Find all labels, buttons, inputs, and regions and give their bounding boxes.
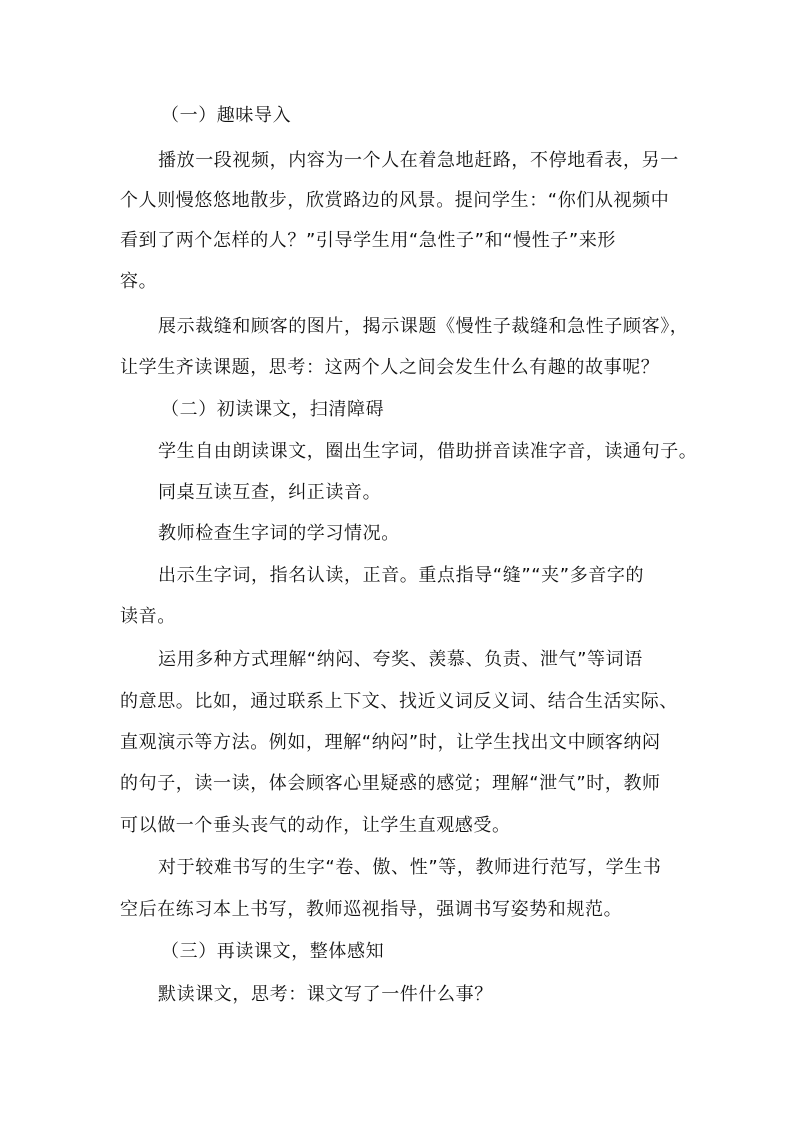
paragraph-line: 默读课文，思考：课文写了一件什么事？ bbox=[158, 984, 493, 1005]
section-heading-2: （二）初读课文，扫清障碍 bbox=[161, 399, 385, 420]
paragraph-line: 的意思。比如，通过联系上下文、找近义词反义词、结合生活实际、 bbox=[120, 691, 678, 712]
paragraph-line: 对于较难书写的生字“卷、傲、性”等，教师进行范写，学生书 bbox=[158, 857, 662, 878]
paragraph-line: 展示裁缝和顾客的图片，揭示课题《慢性子裁缝和急性子顾客》， bbox=[158, 316, 689, 337]
paragraph-line: 看到了两个怎样的人？”引导学生用“急性子”和“慢性子”来形 bbox=[120, 230, 617, 251]
paragraph-line: 读音。 bbox=[120, 606, 176, 627]
paragraph-line: 出示生字词，指名认读，正音。重点指导“缝”“夹”多音字的 bbox=[158, 565, 645, 586]
paragraph-line: 播放一段视频，内容为一个人在着急地赶路，不停地看表，另一 bbox=[158, 150, 679, 171]
paragraph-line: 直观演示等方法。例如，理解“纳闷”时，让学生找出文中顾客纳闷 bbox=[120, 732, 661, 753]
paragraph-line: 可以做一个垂头丧气的动作，让学生直观感受。 bbox=[120, 815, 511, 836]
paragraph-line: 空后在练习本上书写，教师巡视指导，强调书写姿势和规范。 bbox=[120, 899, 623, 920]
paragraph-line: 让学生齐读课题，思考：这两个人之间会发生什么有趣的故事呢？ bbox=[120, 357, 660, 378]
section-heading-1: （一）趣味导入 bbox=[161, 105, 292, 126]
paragraph-line: 的句子，读一读，体会顾客心里疑惑的感觉；理解“泄气”时，教师 bbox=[120, 773, 661, 794]
paragraph-line: 同桌互读互查，纠正读音。 bbox=[158, 482, 382, 503]
paragraph-line: 容。 bbox=[120, 271, 158, 292]
paragraph-line: 教师检查生字词的学习情况。 bbox=[158, 523, 400, 544]
paragraph-line: 运用多种方式理解“纳闷、夸奖、羡慕、负责、泄气”等词语 bbox=[158, 649, 643, 670]
paragraph-line: 学生自由朗读课文，圈出生字词，借助拼音读准字音，读通句子。 bbox=[158, 441, 698, 462]
section-heading-3: （三）再读课文，整体感知 bbox=[161, 941, 385, 962]
paragraph-line: 个人则慢悠悠地散步，欣赏路边的风景。提问学生：“你们从视频中 bbox=[120, 190, 670, 211]
